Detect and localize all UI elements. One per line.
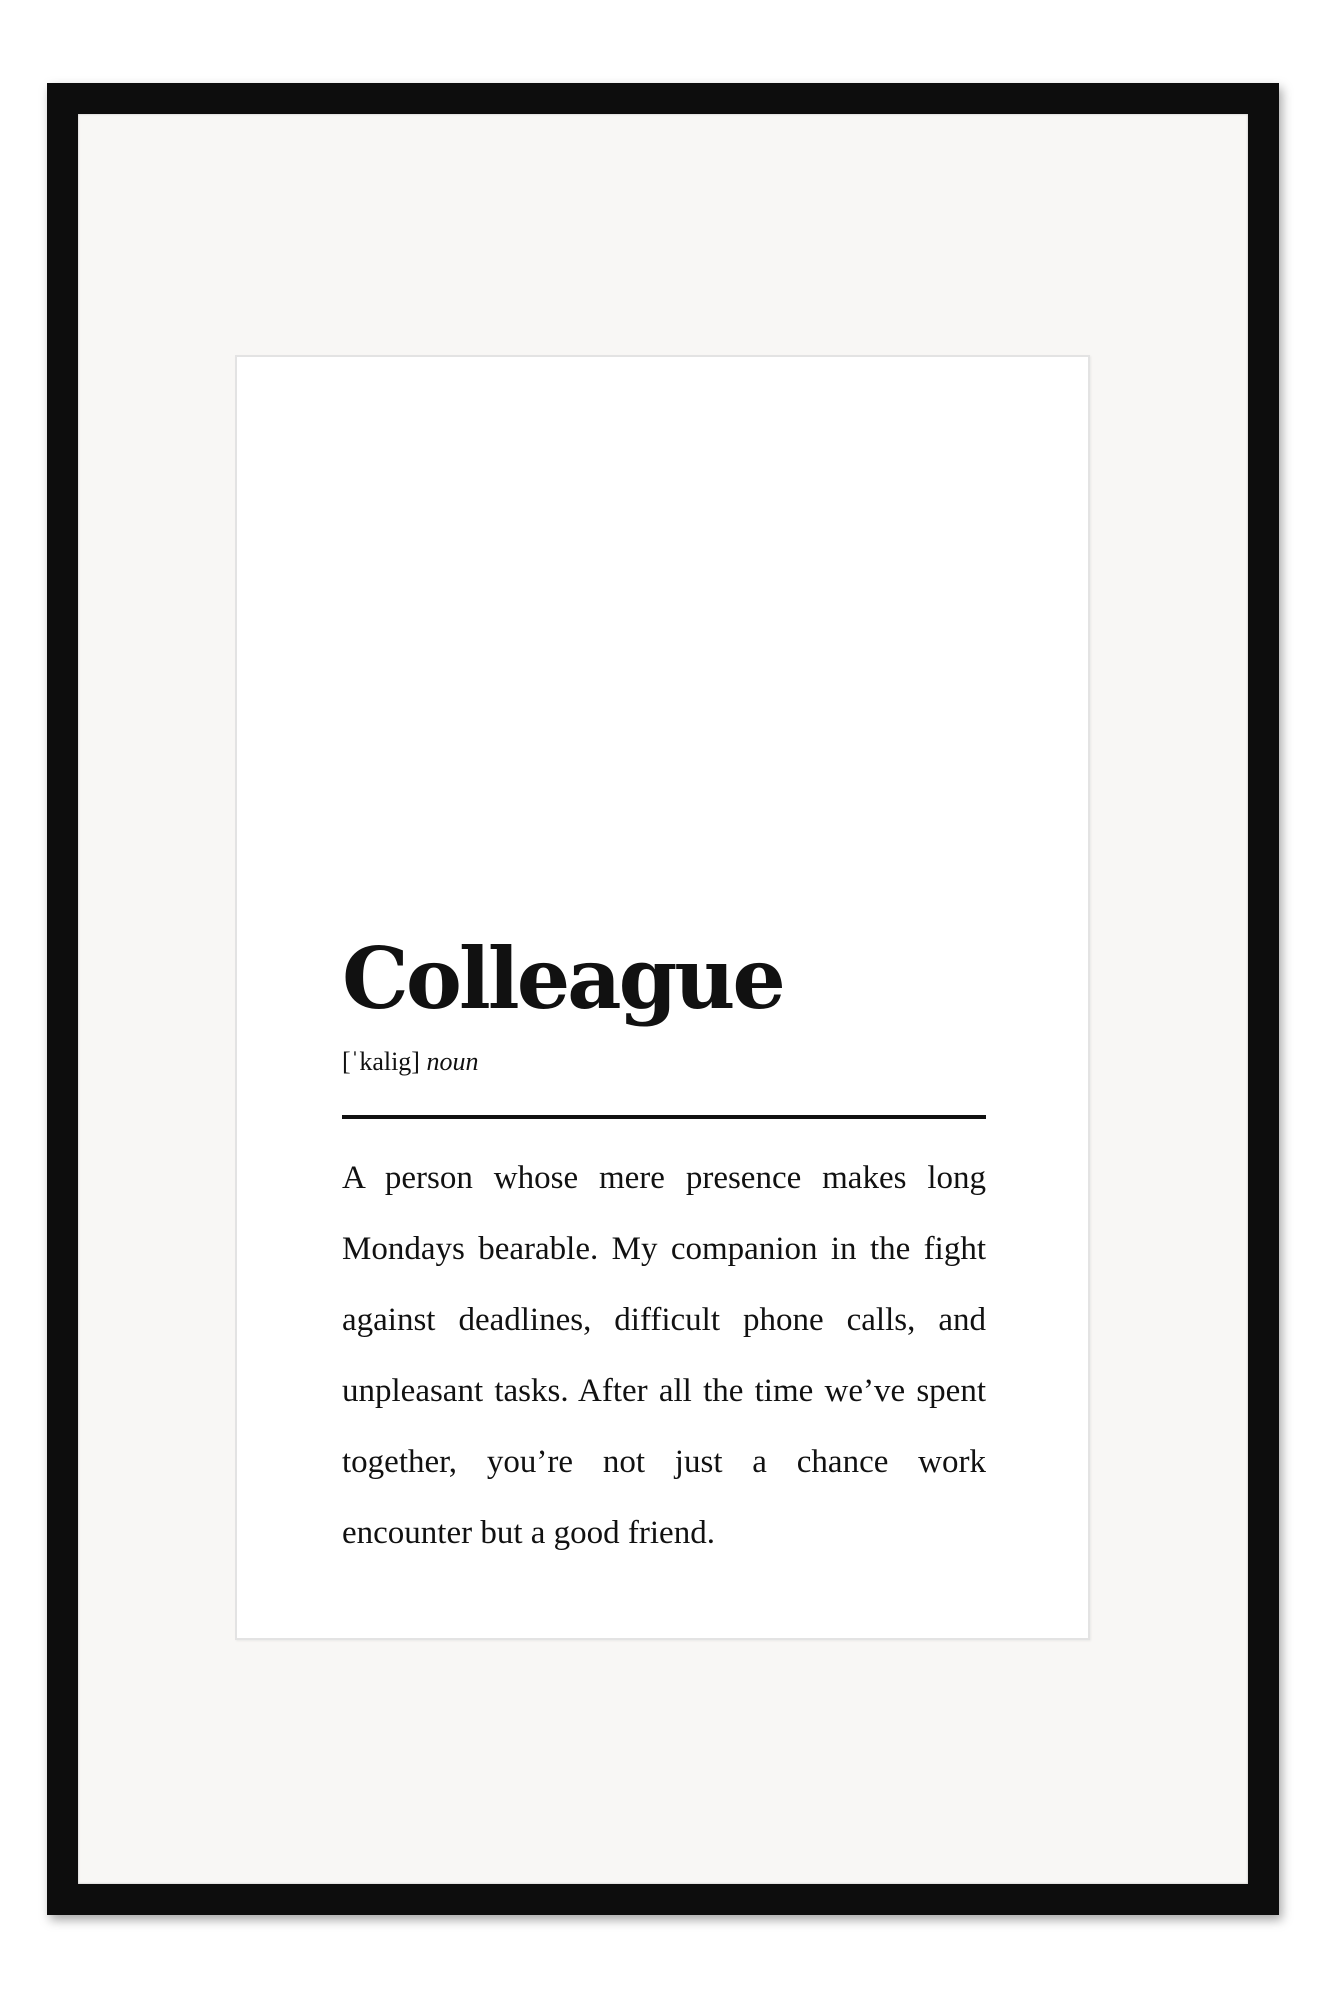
poster-print: [235, 355, 1090, 1640]
divider-rule: [342, 1115, 986, 1119]
part-of-speech: noun: [426, 1047, 479, 1076]
headword: Colleague: [342, 929, 783, 1028]
pronunciation: [ˈkalig]: [342, 1047, 420, 1076]
dictionary-entry: [342, 929, 986, 1602]
definition-text: A person whose mere presence makes long Mondays bearable. My companion in the fight against deadlines, difficult phone calls, and unpleasant tasks. After all the time we’ve spent together, you’re not just a chance work encounter but a good friend.: [342, 1160, 986, 1551]
pronunciation-line: [342, 1049, 986, 1075]
